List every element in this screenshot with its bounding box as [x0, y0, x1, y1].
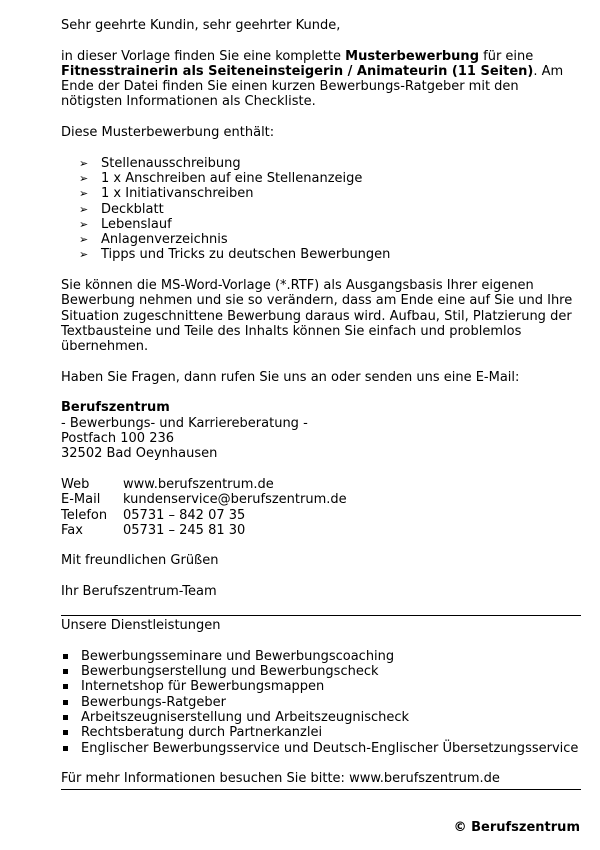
contents-item-label: Tipps und Tricks zu deutschen Bewerbungen [101, 247, 391, 263]
service-label: Bewerbungserstellung und Bewerbungscheck [81, 664, 379, 680]
signature-line: Ihr Berufszentrum-Team [61, 583, 217, 599]
copyright-notice: © Berufszentrum [453, 820, 580, 835]
contact-value-web[interactable]: www.berufszentrum.de [123, 476, 274, 492]
contents-item-label: 1 x Anschreiben auf eine Stellenanzeige [101, 170, 363, 186]
square-bullet-icon [63, 669, 68, 674]
square-bullet-icon [63, 715, 68, 720]
services-heading: Unsere Dienstleistungen [61, 618, 221, 634]
contents-item-label: Anlagenverzeichnis [101, 232, 228, 248]
contents-item-label: 1 x Initiativanschreiben [101, 186, 254, 202]
arrow-bullet-icon: ➢ [79, 217, 89, 231]
contact-label-email: E-Mail [61, 492, 101, 508]
company-name: Berufszentrum [61, 400, 170, 416]
arrow-bullet-icon: ➢ [79, 187, 89, 201]
contact-value-phone: 05731 – 842 07 35 [123, 507, 246, 523]
contents-item-label: Stellenausschreibung [101, 155, 241, 171]
contents-list-item [79, 171, 581, 186]
contact-table [61, 477, 581, 538]
contents-list-item [79, 202, 581, 217]
intro-bold-position: Fitnesstrainerin als Seiteneinsteigerin / Animateurin (11 Seiten) [61, 63, 534, 79]
contents-list [61, 156, 581, 263]
document-page [61, 18, 581, 790]
salutation: Sehr geehrte Kundin, sehr geehrter Kunde, [61, 18, 341, 33]
square-bullet-icon [63, 746, 68, 751]
contact-value-email[interactable]: kundenservice@berufszentrum.de [123, 492, 347, 508]
contents-list-item [79, 156, 581, 171]
intro-paragraph [61, 49, 581, 110]
questions-paragraph: Haben Sie Fragen, dann rufen Sie uns an oder senden uns eine E-Mail: [61, 369, 520, 385]
more-info-line: Für mehr Informationen besuchen Sie bitte: www.berufszentrum.de [61, 771, 581, 789]
arrow-bullet-icon: ➢ [79, 156, 89, 170]
services-list-item [61, 695, 581, 710]
contact-label-fax: Fax [61, 522, 83, 538]
services-list-item [61, 741, 581, 756]
company-tagline: - Bewerbungs- und Karriereberatung - [61, 415, 308, 431]
contact-value-fax: 05731 – 245 81 30 [123, 522, 246, 538]
services-list-item [61, 649, 581, 664]
closing-line: Mit freundlichen Grüßen [61, 553, 219, 569]
company-city: 32502 Bad Oeynhausen [61, 446, 218, 462]
intro-text-1: in dieser Vorlage finden Sie eine komplette [61, 48, 346, 64]
contains-heading: Diese Musterbewerbung enthält: [61, 125, 275, 141]
services-divider [61, 615, 581, 633]
service-label: Rechtsberatung durch Partnerkanzlei [81, 725, 323, 741]
square-bullet-icon [63, 700, 68, 705]
arrow-bullet-icon: ➢ [79, 233, 89, 247]
services-list-item [61, 710, 581, 725]
contact-label-web: Web [61, 476, 90, 492]
contents-list-item [79, 217, 581, 232]
service-label: Bewerbungsseminare und Bewerbungscoaching [81, 648, 395, 664]
contents-list-item [79, 232, 581, 247]
intro-text-2: für eine [479, 48, 534, 64]
square-bullet-icon [63, 730, 68, 735]
contents-item-label: Lebenslauf [101, 216, 172, 232]
company-postbox: Postfach 100 236 [61, 431, 175, 447]
intro-bold-musterbewerbung: Musterbewerbung [345, 48, 479, 64]
service-label: Bewerbungs-Ratgeber [81, 694, 226, 710]
services-list [61, 649, 581, 756]
arrow-bullet-icon: ➢ [79, 248, 89, 262]
arrow-bullet-icon: ➢ [79, 202, 89, 216]
contents-item-label: Deckblatt [101, 201, 164, 217]
contents-list-item [79, 247, 581, 262]
contact-label-phone: Telefon [61, 507, 108, 523]
services-list-item [61, 664, 581, 679]
contents-list-item [79, 186, 581, 201]
service-label: Englischer Bewerbungsservice und Deutsch-Englischer Übersetzungsservice [81, 740, 579, 756]
services-list-item [61, 725, 581, 740]
service-label: Internetshop für Bewerbungsmappen [81, 679, 325, 695]
arrow-bullet-icon: ➢ [79, 171, 89, 185]
services-list-item [61, 679, 581, 694]
square-bullet-icon [63, 654, 68, 659]
square-bullet-icon [63, 684, 68, 689]
intro-text-3: . Am Ende der Datei finden Sie einen kurzen Bewerbungs-Ratgeber mit den nötigsten Informationen als Checkliste. [61, 63, 564, 110]
service-label: Arbeitszeugniserstellung und Arbeitszeugnischeck [81, 710, 410, 726]
usage-paragraph: Sie können die MS-Word-Vorlage (*.RTF) als Ausgangsbasis Ihrer eigenen Bewerbung nehmen und sie so verändern, dass am Ende eine auf Sie und Ihre Situation zugeschnittene Bewerbung daraus wird. Aufbau, Stil, Platzierung der Textbausteine und Teile des Inhalts können Sie einfach und problemlos übernehmen. [61, 278, 573, 355]
